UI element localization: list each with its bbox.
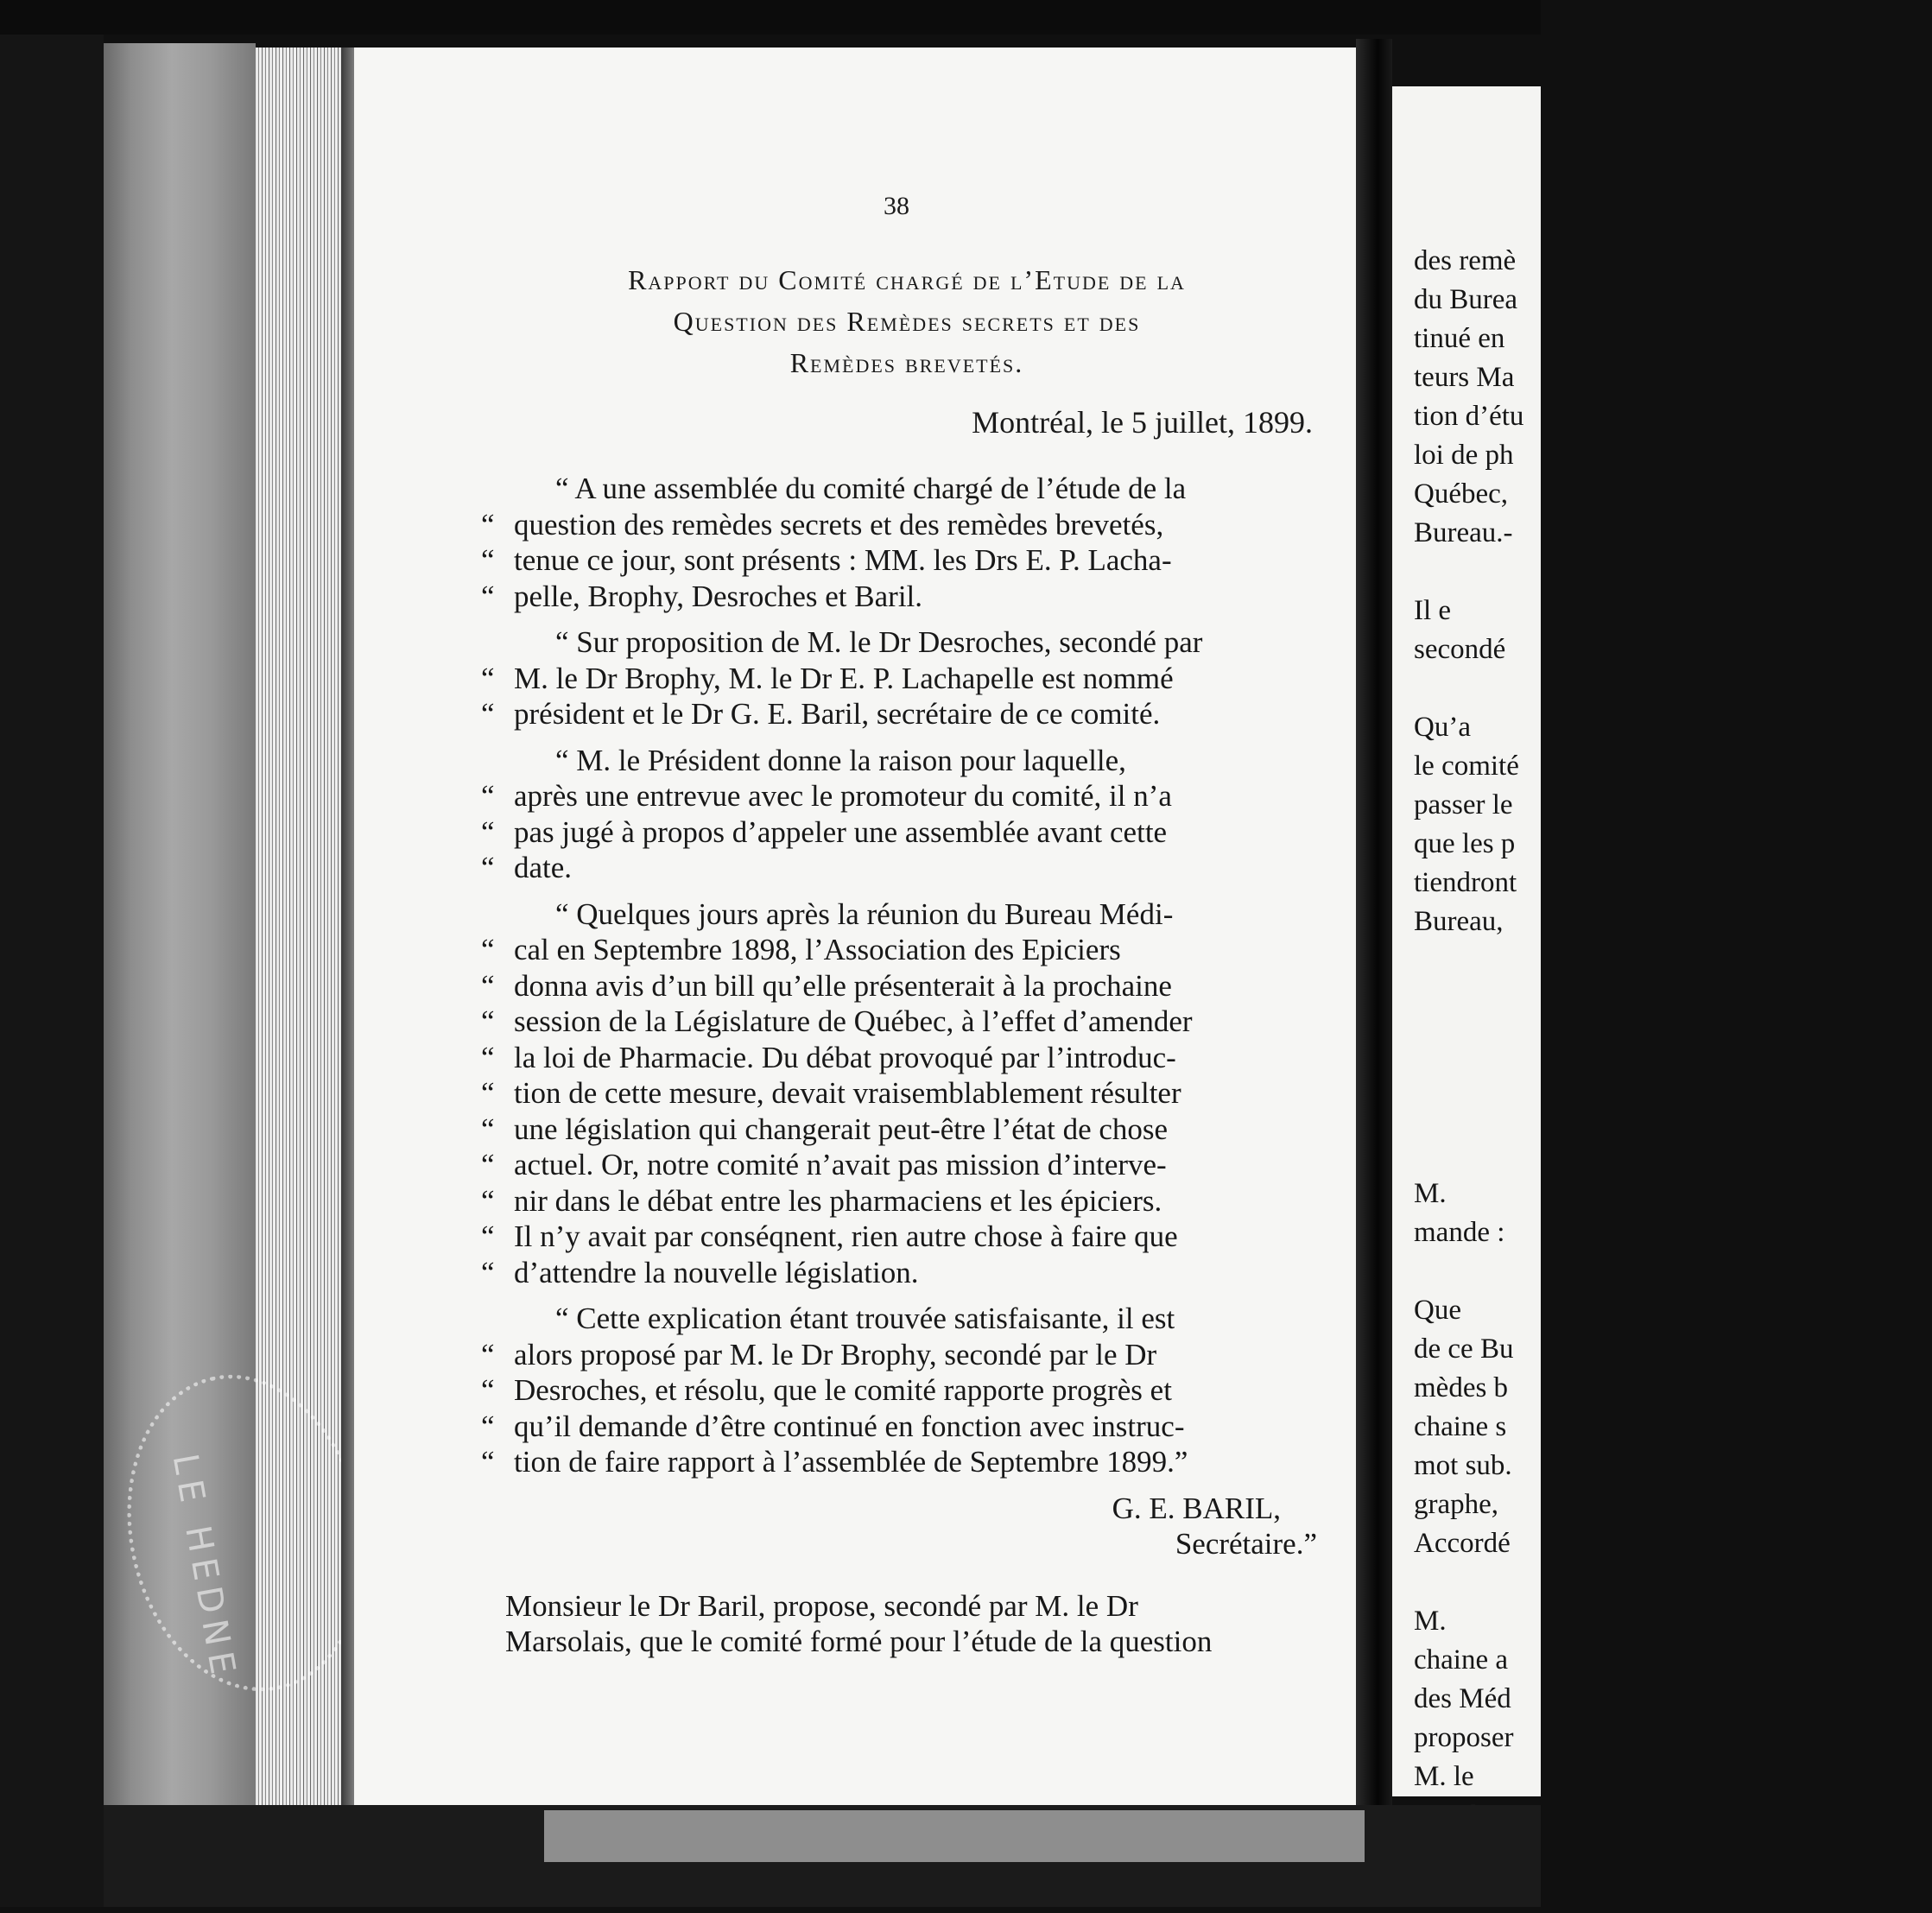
library-stamp-text: LE HEDNE <box>164 1451 244 1684</box>
facing-page-line: mande : <box>1414 1217 1505 1248</box>
body-line: “ après une entrevue avec le promoteur du comité, il n’a <box>481 779 1172 813</box>
quote-mark: “ <box>481 1004 495 1038</box>
final-line: Monsieur le Dr Baril, propose, secondé par M. le Dr <box>505 1588 1138 1623</box>
quote-mark: “ <box>481 851 495 884</box>
body-line: “ d’attendre la nouvelle législation. <box>481 1255 919 1289</box>
quote-mark: “ <box>481 1148 495 1181</box>
body-line: “ alors proposé par M. le Dr Brophy, secondé par le Dr <box>481 1337 1157 1371</box>
facing-page-line: des Méd <box>1414 1683 1511 1714</box>
body-line: “ pas jugé à propos d’appeler une assemblée avant cette <box>481 814 1168 849</box>
body-line: “ date. <box>481 851 573 884</box>
facing-page-line <box>1414 1136 1932 1175</box>
title-line-3: Remèdes brevetés. <box>789 347 1024 378</box>
quote-mark: “ <box>481 1255 495 1289</box>
facing-page-line <box>1414 1058 1932 1097</box>
body-line: “ tion de cette mesure, devait vraisemblablement résulter <box>481 1076 1181 1110</box>
body-line: “ Il n’y avait par conséqnent, rien autre chose à faire que <box>481 1219 1178 1253</box>
body-line: “ tion de faire rapport à l’assemblée de Septembre 1899.” <box>481 1445 1188 1479</box>
body-line: “ qu’il demande d’être continué en fonction avec instruc- <box>481 1409 1185 1443</box>
dateline: Montréal, le 5 juillet, 1899. <box>972 405 1313 440</box>
quote-mark: “ <box>481 1076 495 1110</box>
quote-mark: “ <box>481 1337 495 1371</box>
quote-mark: “ <box>481 779 495 813</box>
quote-mark: “ <box>481 507 495 542</box>
body-line: “ donna avis d’un bill qu’elle présenterait à la prochaine <box>481 968 1172 1003</box>
final-line: Marsolais, que le comité formé pour l’étude de la question <box>505 1625 1213 1658</box>
facing-page-line: M. le <box>1414 1761 1474 1792</box>
facing-page-line: tinué en <box>1414 323 1505 354</box>
title-line-1: Rapport du Comité chargé de l’Etude de la <box>628 264 1186 295</box>
facing-page-line: Il e <box>1414 595 1452 626</box>
facing-page-line: que les p <box>1414 828 1516 859</box>
quote-mark: “ <box>481 968 495 1003</box>
title-line-2: Question des Remèdes secrets et des <box>673 306 1141 337</box>
body-line: “ Desroches, et résolu, que le comité rapporte progrès et <box>481 1373 1172 1407</box>
facing-page-line <box>1414 941 1932 980</box>
facing-page-line: chaine s <box>1414 1411 1507 1442</box>
facing-page-line: M. <box>1414 1178 1447 1209</box>
facing-page-line: chaine a <box>1414 1644 1509 1675</box>
page-number: 38 <box>884 192 909 220</box>
body-line: “ actuel. Or, notre comité n’avait pas mission d’interve- <box>481 1148 1167 1181</box>
facing-page-line <box>1414 553 1932 592</box>
scan-bottom-light <box>544 1810 1365 1862</box>
facing-page-line: mot sub. <box>1414 1450 1512 1481</box>
facing-page-line: loi de ph <box>1414 440 1514 471</box>
facing-page-line <box>1414 1252 1932 1291</box>
facing-page-line: teurs Ma <box>1414 362 1515 393</box>
facing-page-line: du Burea <box>1414 284 1518 315</box>
body-line: “ tenue ce jour, sont présents : MM. les Drs E. P. Lacha- <box>481 543 1172 577</box>
facing-page-line: Qu’a <box>1414 712 1471 743</box>
report-body <box>481 471 1317 1660</box>
body-line: “ Cette explication étant trouvée satisfaisante, il est <box>555 1302 1175 1335</box>
facing-page-line: M. <box>1414 1606 1447 1637</box>
facing-page-line <box>1414 1019 1932 1058</box>
facing-page-line: Bureau, <box>1414 906 1504 937</box>
report-title <box>518 259 1295 383</box>
facing-page-line: Bureau.- <box>1414 517 1513 548</box>
quote-mark: “ <box>481 1040 495 1074</box>
body-line: “ session de la Législature de Québec, à l’effet d’amender <box>481 1004 1193 1038</box>
signature-title: Secrétaire.” <box>1175 1527 1317 1561</box>
quote-mark: “ <box>481 579 495 613</box>
facing-page-line: tion d’étu <box>1414 401 1524 432</box>
facing-page-line: mèdes b <box>1414 1372 1509 1403</box>
quote-mark: “ <box>481 1445 495 1479</box>
quote-mark: “ <box>481 661 495 695</box>
quote-mark: “ <box>481 1373 495 1407</box>
quote-mark: “ <box>481 814 495 849</box>
facing-page-line: secondé <box>1414 634 1506 665</box>
facing-page-line: Que <box>1414 1295 1461 1326</box>
facing-page-line <box>1414 1097 1932 1136</box>
body-line: “ nir dans le débat entre les pharmaciens et les épiciers. <box>481 1183 1162 1218</box>
facing-page-line <box>1414 980 1932 1019</box>
facing-page-line: proposer <box>1414 1722 1514 1753</box>
facing-page-line: des remè <box>1414 245 1517 276</box>
scan-gutter <box>0 35 104 1907</box>
facing-page-line: de ce Bu <box>1414 1333 1514 1365</box>
facing-page-line: Accordé <box>1414 1528 1511 1559</box>
body-line: “ pelle, Brophy, Desroches et Baril. <box>481 579 923 613</box>
body-line: “ la loi de Pharmacie. Du débat provoqué par l’introduc- <box>481 1040 1176 1074</box>
facing-page-line: passer le <box>1414 789 1513 820</box>
quote-mark: “ <box>481 1183 495 1218</box>
body-line: “ M. le Dr Brophy, M. le Dr E. P. Lachapelle est nommé <box>481 661 1174 695</box>
body-line: “ Quelques jours après la réunion du Bureau Médi- <box>555 896 1174 931</box>
quote-mark: “ <box>481 933 495 966</box>
quote-mark: “ <box>481 697 495 731</box>
facing-page-line <box>1414 1563 1932 1602</box>
body-line: “ cal en Septembre 1898, l’Association des Epiciers <box>481 933 1121 966</box>
facing-page-line: Québec, <box>1414 478 1509 510</box>
facing-page-line: graphe, <box>1414 1489 1499 1520</box>
scan-border <box>0 0 1541 35</box>
body-line: “ Sur proposition de M. le Dr Desroches, secondé par <box>555 625 1203 659</box>
body-line: “ une législation qui changerait peut-être l’état de chose <box>481 1112 1169 1146</box>
body-line: “ président et le Dr G. E. Baril, secrétaire de ce comité. <box>481 697 1161 731</box>
signature-name: G. E. BARIL, <box>1112 1491 1281 1525</box>
quote-mark: “ <box>481 1112 495 1146</box>
facing-page-line: tiendront <box>1414 867 1517 898</box>
body-line: “ question des remèdes secrets et des remèdes brevetés, <box>481 507 1164 542</box>
quote-mark: “ <box>481 543 495 577</box>
facing-page <box>1392 86 1541 1796</box>
quote-mark: “ <box>481 1219 495 1253</box>
facing-page-text <box>1414 242 1932 1913</box>
facing-page-line <box>1414 669 1932 708</box>
quote-mark: “ <box>481 1409 495 1443</box>
book-spine <box>1356 39 1392 1809</box>
facing-page-line: le comité <box>1414 751 1519 782</box>
body-line: “ M. le Président donne la raison pour laquelle, <box>555 743 1126 777</box>
body-line: “ A une assemblée du comité chargé de l’étude de la <box>555 472 1187 505</box>
